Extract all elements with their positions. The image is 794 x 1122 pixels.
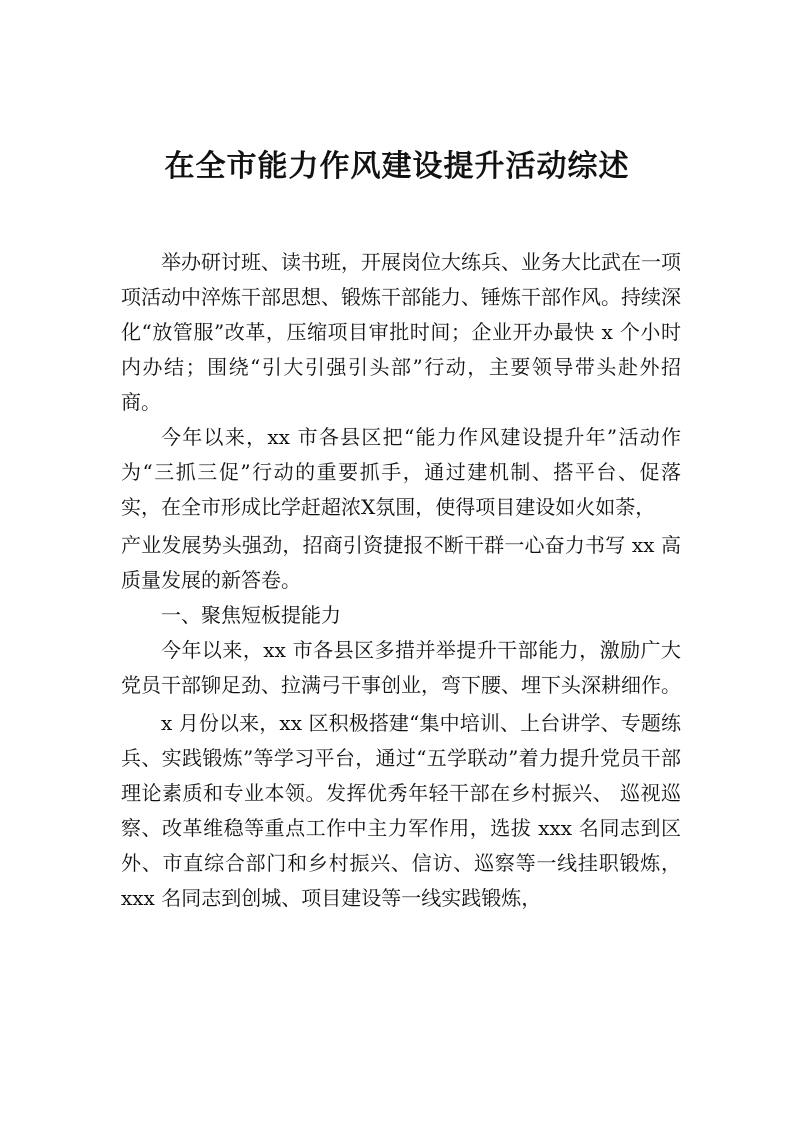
paragraph-4: 今年以来，xx 市各县区多措并举提升干部能力，激励广大党员干部铆足劲、拉满弓干事创业，弯下腰、埋下头深耕细作。 [121,638,681,697]
paragraph-1: 举办研讨班、读书班，开展岗位大练兵、业务大比武在一项项活动中淬炼干部思想、锻炼干部能力、锤炼干部作风。持续深化“放管服”改革，压缩项目审批时间；企业开办最快 x 个小时内办结；围绕“引大引强引头部”行动，主要领导带头赴外招商。 [121,250,681,414]
paragraph-2: 今年以来，xx 市各县区把“能力作风建设提升年”活动作为“三抓三促”行动的重要抓手，通过建机制、搭平台、促落实，在全市形成比学赶超浓X氛围，使得项目建设如火如荼， [121,425,681,519]
paragraph-3: 产业发展势头强劲，招商引资捷报不断干群一心奋力书写 xx 高质量发展的新答卷。 [121,533,681,592]
document-title: 在全市能力作风建设提升活动综述 [164,149,630,184]
paragraph-5: x 月份以来，xx 区积极搭建“集中培训、上台讲学、专题练兵、实践锻炼”等学习平台，通过“五学联动”着力提升党员干部理论素质和专业本领。发挥优秀年轻干部在乡村振兴、 巡视巡察、改革维稳等重点工作中主力军作用，选拔 xxx 名同志到区外、市直综合部门和乡村振兴、信访、巡察等一线挂职锻炼，xxx 名同志到创城、项目建设等一线实践锻炼， [121,711,681,910]
section-heading-1: 一、聚焦短板提能力 [161,603,341,627]
document-body [121,245,681,916]
